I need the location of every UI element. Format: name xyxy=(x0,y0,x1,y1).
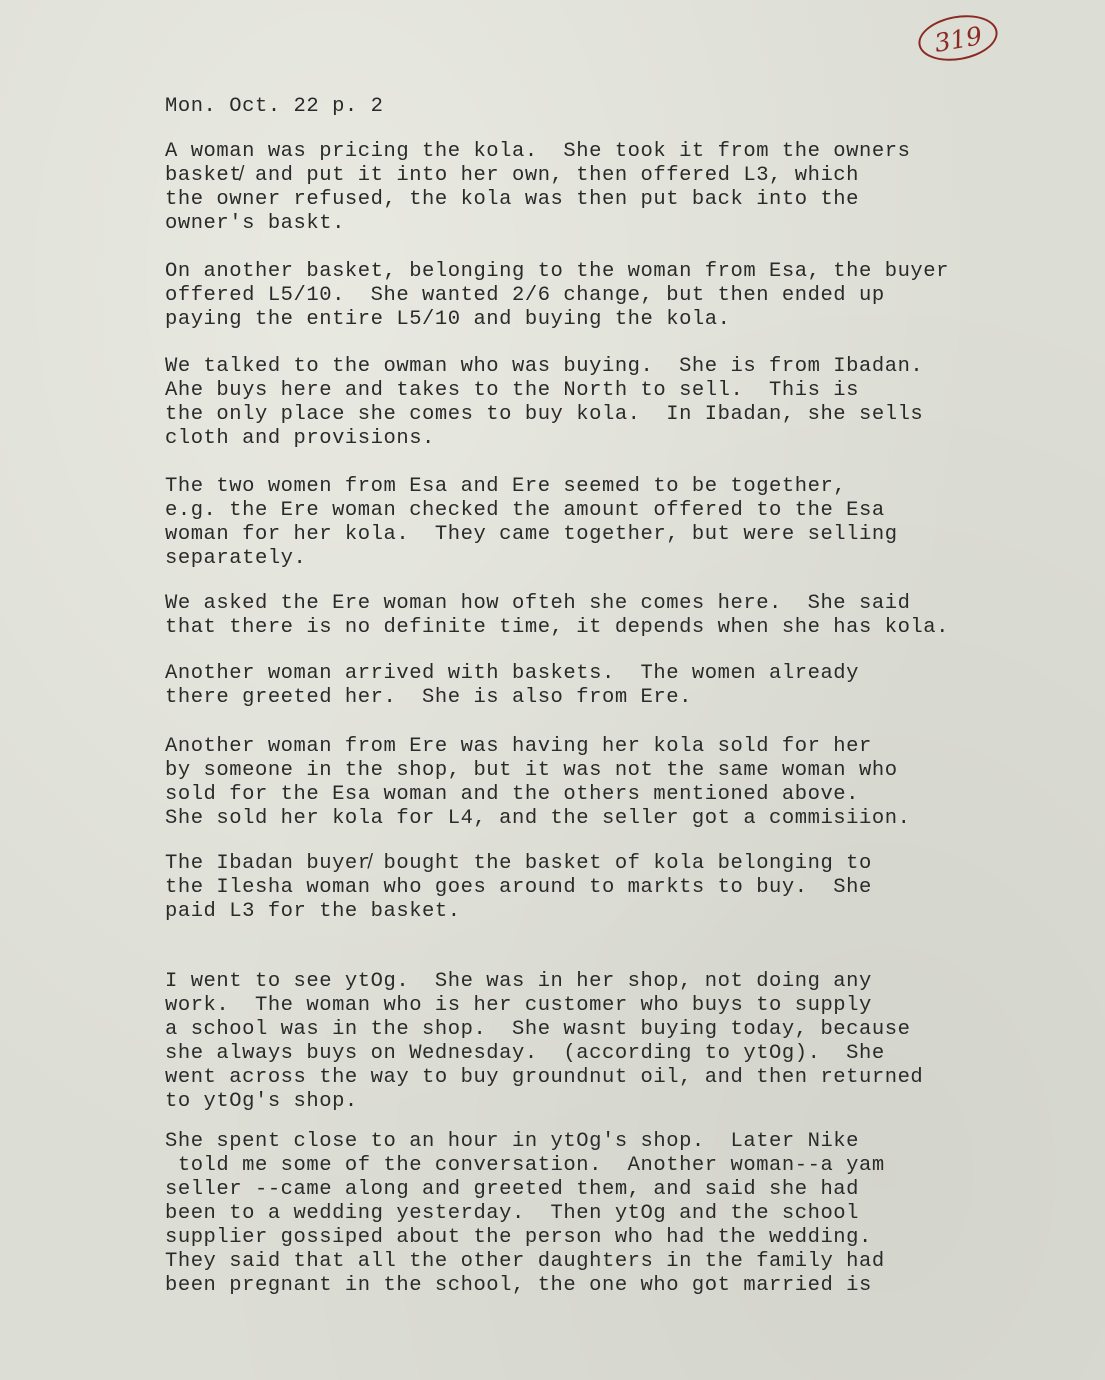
text-line: paid L3 for the basket. xyxy=(165,900,461,923)
text-line: They said that all the other daughters in the family had xyxy=(165,1250,885,1273)
text-line: The two women from Esa and Ere seemed to be together, xyxy=(165,475,847,498)
paragraph xyxy=(165,735,910,831)
text-line: e.g. the Ere woman checked the amount offered to the Esa xyxy=(165,499,885,522)
text-line: the Ilesha woman who goes around to markts to buy. She xyxy=(165,876,872,899)
text-line: seller --came along and greeted them, and said she had xyxy=(165,1178,860,1201)
text-line: went across the way to buy groundnut oil, and then returned xyxy=(165,1066,924,1089)
paragraph xyxy=(165,852,872,924)
circled-page-number: 319 xyxy=(915,9,1001,66)
text-line: been to a wedding yesterday. Then ytOg and the school xyxy=(165,1202,860,1225)
text-line: that there is no definite time, it depends when she has kola. xyxy=(165,616,949,639)
paragraph xyxy=(165,970,923,1114)
text-line: paying the entire L5/10 and buying the kola. xyxy=(165,308,731,331)
page-header: Mon. Oct. 22 p. 2 xyxy=(165,95,384,118)
text-line: The Ibadan buyer̸ bought the basket of kola belonging to xyxy=(165,852,872,875)
text-line: there greeted her. She is also from Ere. xyxy=(165,686,692,709)
text-line: a school was in the shop. She wasnt buying today, because xyxy=(165,1018,911,1041)
text-line: to ytOg's shop. xyxy=(165,1090,358,1113)
text-line: been pregnant in the school, the one who got married is xyxy=(165,1274,872,1297)
text-line: A woman was pricing the kola. She took it from the owners xyxy=(165,140,911,163)
text-line: She sold her kola for L4, and the seller got a commisiion. xyxy=(165,807,911,830)
paragraph xyxy=(165,475,898,571)
text-line: Ahe buys here and takes to the North to sell. This is xyxy=(165,379,860,402)
text-line: owner's baskt. xyxy=(165,212,345,235)
text-line: sold for the Esa woman and the others mentioned above. xyxy=(165,783,860,806)
paragraph xyxy=(165,1130,885,1298)
paragraph xyxy=(165,140,910,236)
text-line: We asked the Ere woman how ofteh she comes here. She said xyxy=(165,592,911,615)
text-line: separately. xyxy=(165,547,307,570)
paragraph xyxy=(165,260,949,332)
text-line: offered L5/10. She wanted 2/6 change, but then ended up xyxy=(165,284,885,307)
paragraph xyxy=(165,355,923,451)
text-line: told me some of the conversation. Another woman--a yam xyxy=(165,1154,885,1177)
text-line: Another woman arrived with baskets. The women already xyxy=(165,662,860,685)
text-line: She spent close to an hour in ytOg's shop. Later Nike xyxy=(165,1130,860,1153)
text-line: the only place she comes to buy kola. In Ibadan, she sells xyxy=(165,403,924,426)
text-line: On another basket, belonging to the woman from Esa, the buyer xyxy=(165,260,949,283)
paragraph xyxy=(165,592,949,640)
text-line: she always buys on Wednesday. (according to ytOg). She xyxy=(165,1042,885,1065)
text-line: We talked to the owman who was buying. She is from Ibadan. xyxy=(165,355,924,378)
text-line: the owner refused, the kola was then put back into the xyxy=(165,188,860,211)
text-line: cloth and provisions. xyxy=(165,427,435,450)
text-line: Another woman from Ere was having her kola sold for her xyxy=(165,735,872,758)
text-line: work. The woman who is her customer who buys to supply xyxy=(165,994,872,1017)
text-line: by someone in the shop, but it was not the same woman who xyxy=(165,759,898,782)
text-line: I went to see ytOg. She was in her shop, not doing any xyxy=(165,970,872,993)
text-line: basket̸ and put it into her own, then offered L3, which xyxy=(165,164,860,187)
text-line: supplier gossiped about the person who had the wedding. xyxy=(165,1226,872,1249)
paragraph xyxy=(165,662,859,710)
text-line: woman for her kola. They came together, but were selling xyxy=(165,523,898,546)
